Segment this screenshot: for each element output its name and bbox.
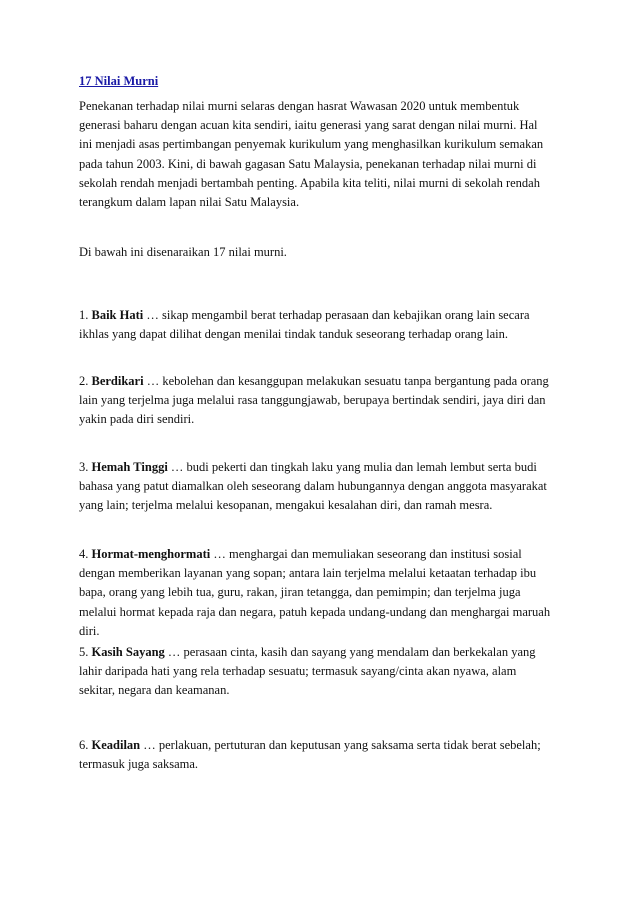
value-term: Hormat-menghormati xyxy=(91,547,211,561)
intro-line: pada tahun 2003. Kini, di bawah gagasan Satu Malaysia, penekanan terhadap nilai murni di xyxy=(79,156,537,171)
value-description-line: lain yang terjelma juga melalui rasa tanggungjawab, berupaya bertindak sendiri, jaya diri dan xyxy=(79,393,546,408)
value-item-keadilan xyxy=(79,736,564,774)
intro-line: sekolah rendah menjadi bertambah penting. Apabila kita teliti, nilai murni di sekolah rendah xyxy=(79,175,540,190)
value-term: Baik Hati xyxy=(91,308,144,322)
value-term: Berdikari xyxy=(91,374,144,388)
value-item-hemah-tinggi xyxy=(79,458,564,516)
value-description: … perasaan cinta, kasih dan sayang yang mendalam dan berkekalan yang xyxy=(164,645,536,659)
document-title-link[interactable]: 17 Nilai Murni xyxy=(79,74,159,88)
value-number: 2. xyxy=(79,374,89,388)
value-number: 3. xyxy=(79,460,89,474)
value-description-line: yang lain; terjelma melalui kesopanan, mengakui kesalahan diri, dan ramah mesra. xyxy=(79,498,493,513)
value-description: … budi pekerti dan tingkah laku yang mulia dan lemah lembut serta budi xyxy=(167,460,537,474)
value-term: Kasih Sayang xyxy=(91,645,165,659)
value-item-berdikari xyxy=(79,372,564,430)
value-description-line: sekitar, negara dan keamanan. xyxy=(79,683,230,698)
value-description-line: dengan memberikan layanan yang sopan; antara lain terjelma melalui ketaatan terhadap ibu xyxy=(79,566,537,581)
value-number: 4. xyxy=(79,547,89,561)
value-description: … menghargai dan memuliakan seseorang dan institusi sosial xyxy=(210,547,522,561)
value-item-hormat-menghormati xyxy=(79,545,564,641)
value-item-baik-hati xyxy=(79,306,564,344)
value-description-line: ikhlas yang dapat dilihat dengan menilai tindak tanduk seseorang terhadap orang lain. xyxy=(79,327,509,342)
value-description: … perlakuan, pertuturan dan keputusan yang saksama serta tidak berat sebelah; xyxy=(140,738,541,752)
intro-line: terangkum dalam lapan nilai Satu Malaysia. xyxy=(79,195,300,210)
value-description-line: termasuk juga saksama. xyxy=(79,757,199,772)
value-number: 6. xyxy=(79,738,89,752)
intro-line: generasi baharu dengan acuan kita sendiri, iaitu generasi yang sarat dengan nilai murni. Hal xyxy=(79,118,538,133)
value-item-kasih-sayang xyxy=(79,643,564,701)
value-description: … kebolehan dan kesanggupan melakukan sesuatu tanpa bergantung pada orang xyxy=(143,374,549,388)
value-number: 1. xyxy=(79,308,89,322)
value-description-line: yakin pada diri sendiri. xyxy=(79,412,195,427)
value-number: 5. xyxy=(79,645,89,659)
value-description-line: lahir daripada hati yang rela terhadap sesuatu; termasuk sayang/cinta akan nyawa, alam xyxy=(79,664,517,679)
value-description-line: diri. xyxy=(79,623,100,638)
value-term: Hemah Tinggi xyxy=(91,460,168,474)
value-description-line: bahasa yang patut diamalkan oleh seseorang dalam hubungannya dengan anggota masyarakat xyxy=(79,479,547,494)
intro-line: Penekanan terhadap nilai murni selaras dengan hasrat Wawasan 2020 untuk membentuk xyxy=(79,99,520,113)
intro-paragraph xyxy=(79,97,564,212)
value-term: Keadilan xyxy=(91,738,141,752)
value-description: … sikap mengambil berat terhadap perasaan dan kebajikan orang lain secara xyxy=(143,308,530,322)
intro-line: ini menjadi asas pertimbangan penyemak kurikulum yang menghasilkan kurikulum semakan xyxy=(79,137,544,152)
lead-paragraph xyxy=(79,243,564,262)
value-description-line: melalui hormat kepada raja dan negara, patuh kepada undang-undang dan menghargai maruah xyxy=(79,604,551,619)
value-description-line: bapa, orang yang lebih tua, guru, rakan, jiran tetangga, dan pemimpin; dan terjelma juga xyxy=(79,585,521,600)
lead-line: Di bawah ini disenaraikan 17 nilai murni. xyxy=(79,245,287,259)
